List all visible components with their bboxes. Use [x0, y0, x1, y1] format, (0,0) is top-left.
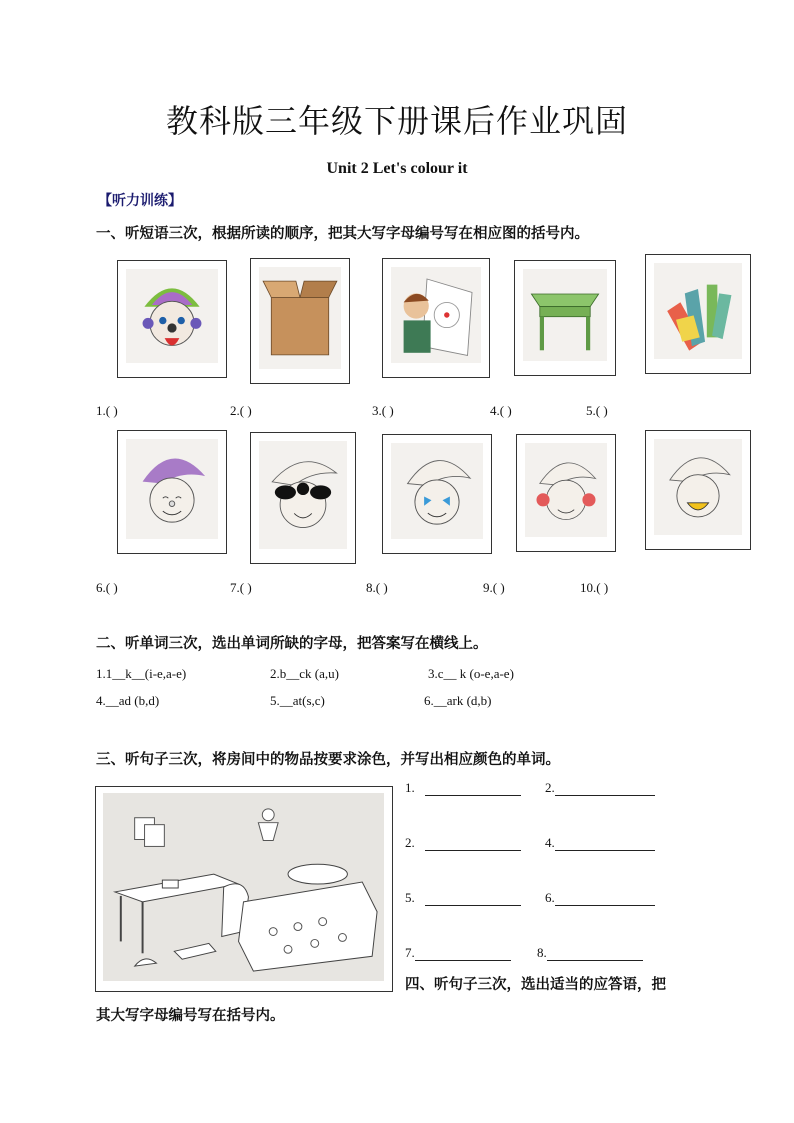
q2-item-2: 2.b__ck (a,u)	[270, 666, 339, 681]
image-clown-yellow-mouth	[645, 430, 751, 550]
image-boy-drawing	[382, 258, 490, 378]
answer-slot-9[interactable]: 9.( )	[483, 580, 505, 595]
q3-answer-6[interactable]	[545, 890, 655, 906]
clown-yellow-mouth-icon	[654, 439, 742, 535]
section-tag: 【听力训练】	[98, 193, 182, 209]
image-clown-red-ears	[516, 434, 616, 552]
q3-instruction: 三、听句子三次，将房间中的物品按要求涂色，并写出相应颜色的单词。	[96, 752, 560, 768]
q3-answer-8[interactable]	[537, 945, 643, 961]
clown-black-hair-icon	[259, 441, 347, 549]
q3-answer-2-label: 2.	[545, 780, 555, 795]
answer-slot-8[interactable]: 8.( )	[366, 580, 388, 595]
q3-answer-2-line[interactable]	[555, 783, 655, 796]
crayons-icon	[654, 263, 742, 359]
q3-answer-3-line[interactable]	[425, 838, 521, 851]
image-box	[250, 258, 350, 384]
answer-slot-2[interactable]: 2.( )	[230, 403, 252, 418]
room-scene-icon	[103, 793, 384, 981]
image-clown-purple-hat	[117, 430, 227, 554]
clown-red-ears-icon	[525, 443, 607, 537]
boy-drawing-icon	[391, 267, 481, 363]
q3-answer-7[interactable]	[405, 945, 511, 961]
image-crayons	[645, 254, 751, 374]
page-subtitle: Unit 2 Let's colour it	[326, 160, 468, 177]
image-clown-black-hair	[250, 432, 356, 564]
q3-answer-5-label: 5.	[405, 890, 415, 905]
q3-answer-6-label: 6.	[545, 890, 555, 905]
q2-item-5: 5.__at(s,c)	[270, 693, 325, 708]
q3-answer-2[interactable]	[545, 780, 655, 796]
room-image	[95, 786, 393, 992]
q3-answer-4[interactable]	[545, 835, 655, 851]
q3-answer-1-line[interactable]	[425, 783, 521, 796]
image-clown-blue-eyes	[382, 434, 492, 554]
image-desk	[514, 260, 616, 376]
q3-answer-3[interactable]	[405, 835, 521, 851]
q2-instruction: 二、听单词三次，选出单词所缺的字母，把答案写在横线上。	[96, 636, 488, 652]
q3-answer-1-label: 1.	[405, 780, 415, 795]
q2-item-6: 6.__ark (d,b)	[424, 693, 492, 708]
image-clown-face	[117, 260, 227, 378]
answer-slot-5[interactable]: 5.( )	[586, 403, 608, 418]
q3-answer-3-label: 2.	[405, 835, 415, 850]
q2-item-1: 1.1__k__(i-e,a-e)	[96, 666, 187, 681]
q3-answer-5[interactable]	[405, 890, 521, 906]
q4-instruction-line2: 其大写字母编号写在括号内。	[96, 1008, 285, 1024]
q3-answer-8-label: 8.	[537, 945, 547, 960]
q3-answer-5-line[interactable]	[425, 893, 521, 906]
answer-slot-4[interactable]: 4.( )	[490, 403, 512, 418]
page-title: 教科版三年级下册课后作业巩固	[165, 102, 628, 140]
clown-purple-hat-icon	[126, 439, 218, 539]
q2-item-3: 3.c__ k (o-e,a-e)	[428, 666, 514, 681]
q1-instruction: 一、听短语三次，根据所读的顺序，把其大写字母编号写在相应图的括号内。	[96, 226, 589, 242]
answer-slot-7[interactable]: 7.( )	[230, 580, 252, 595]
q3-answer-7-line[interactable]	[415, 948, 511, 961]
q2-item-4: 4.__ad (b,d)	[96, 693, 160, 708]
box-icon	[259, 267, 341, 369]
clown-blue-eyes-icon	[391, 443, 483, 539]
answer-slot-3[interactable]: 3.( )	[372, 403, 394, 418]
desk-icon	[523, 269, 607, 361]
q3-answer-4-line[interactable]	[555, 838, 655, 851]
q3-answer-4-label: 4.	[545, 835, 555, 850]
q3-answer-6-line[interactable]	[555, 893, 655, 906]
answer-slot-1[interactable]: 1.( )	[96, 403, 118, 418]
answer-slot-6[interactable]: 6.( )	[96, 580, 118, 595]
clown-face-icon	[126, 269, 218, 363]
q4-instruction-line1: 四、听句子三次，选出适当的应答语，把	[405, 977, 666, 993]
q3-answer-8-line[interactable]	[547, 948, 643, 961]
q3-answer-7-label: 7.	[405, 945, 415, 960]
q3-answer-1[interactable]	[405, 780, 521, 796]
answer-slot-10[interactable]: 10.( )	[580, 580, 609, 595]
